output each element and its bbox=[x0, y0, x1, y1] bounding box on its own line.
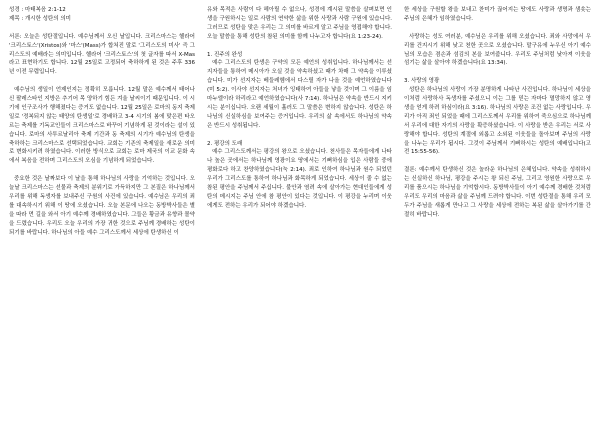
body-paragraph: 성탄은 하나님의 사랑이 가장 분명하게 나타난 사건입니다. 하나님이 세상을 이처럼 사랑하사 독생자를 주셨으니 이는 그를 믿는 자마다 멸망하지 않고 영생을 얻게 하려 하심이라(요 3:16). 하나님의 사랑은 조건 없는 사랑입니다. 우리가 아직 죄인 되었을 때에 그리스도께서 우리를 위하여 죽으심으로 하나님께서 우리에 대한 자기의 사랑을 확증하셨습니다. 이 사랑을 받은 우리는 서로 사랑해야 합니다. 성탄의 계절에 외롭고 소외된 이웃들을 돌아보며 주님의 사랑을 나누는 우리가 됩시다. 그것이 주님께서 기뻐하시는 성탄의 예배입니다(고전 15:55-56). bbox=[404, 87, 591, 156]
section-heading-1: 1. 진주의 완성 bbox=[207, 51, 243, 58]
body-paragraph: 사랑하는 성도 여러분, 예수님은 우리를 위해 오셨습니다. 죄와 사망에서 우리를 건지시기 위해 낮고 천한 곳으로 오셨습니다. 말구유에 누우신 아기 예수님의 모습은 겸손과 섬김의 본을 보여줍니다. 우리도 주님처럼 낮아져 이웃을 섬기는 삶을 살아야 하겠습니다(요 13:34). bbox=[404, 33, 591, 67]
column-left bbox=[9, 6, 195, 420]
section-heading-2: 2. 평강의 도래 bbox=[207, 140, 243, 147]
body-paragraph: 유와 목적은 사람이 다 헤아릴 수 없으나, 성경에 계시된 말씀을 살펴보면 인생을 구원하시는 일로 사람의 연약한 삶을 위한 사랑과 사람 구원에 있습니다. 그러므로 성탄을 맞은 우리는 그 의미를 바르게 알고 주님을 영접해야 합니다. 오늘 말씀을 통해 성탄의 참된 의미를 함께 나누고자 합니다(요 1:23-24). bbox=[207, 7, 392, 40]
body-paragraph: 중요한 것은 날짜보다 이 날을 통해 하나님의 사랑을 기억하는 것입니다. 오늘날 크리스마스는 선물과 축제의 분위기로 가득하지만 그 본질은 하나님께서 우리를 위해 독생자를 보내주신 구원의 사건에 있습니다. 예수님은 우리의 죄를 대속하시기 위해 이 땅에 오셨습니다. 오늘 본문에 나오는 동방박사들은 별을 따라 먼 길을 와서 아기 예수께 경배하였습니다. 그들은 황금과 유향과 몰약을 드렸습니다. 우리도 오늘 우리의 가장 귀한 것으로 주님께 경배하는 성탄이 되기를 바랍니다. 하나님의 아들 예수 그리스도께서 세상에 탄생하신 이 bbox=[9, 176, 195, 236]
section-heading-3: 3. 사랑의 영광 bbox=[404, 78, 440, 85]
column-right bbox=[404, 6, 591, 420]
intro-paragraph: 서론: 오늘은 성탄절입니다. 예수님께서 오신 날입니다. 크리스마스는 헬라어 '크리스토스'(Xristos)와 '마스'(Mass)가 합쳐진 말로 '그리스도의 미사' 즉 그리스도의 예배라는 의미입니다. 헬라어 '크리스토스'의 첫 글자를 따서 X-Mas라고 표현하기도 합니다. 12월 25일로 고정되어 축하하게 된 것은 주후 336년 이전 무렵입니다. bbox=[9, 33, 195, 76]
body-paragraph: 한 세상을 구원할 왕을 보내고 찬미가 끊어지는 땅에도 사랑과 생명과 샘솟는 주님의 은혜가 임하였습니다. bbox=[404, 7, 591, 22]
sermon-title: 제목 : 개시한 성탄의 의미 bbox=[9, 15, 71, 22]
body-paragraph: 예수 그리스도께서는 평강의 왕으로 오셨습니다. 천사들은 목자들에게 나타나 높은 곳에서는 하나님께 영광이요 땅에서는 기뻐하심을 입은 사람들 중에 평화로다 하고 찬양하였습니다(눅 2:14). 죄로 인하여 하나님과 원수 되었던 우리가 그리스도를 통하여 하나님과 화목하게 되었습니다. 세상이 줄 수 없는 참된 평안을 주님께서 주십니다. 불안과 염려 속에 살아가는 현대인들에게 성탄의 메시지는 주님 안에 참 평안이 있다는 것입니다. 이 평강을 누리며 이웃에게도 전하는 우리가 되어야 하겠습니다. bbox=[207, 149, 392, 209]
scripture-reference: 성경 : 마태복음 2:1-12 bbox=[9, 7, 66, 13]
spacer bbox=[9, 24, 195, 33]
conclusion-paragraph: 결론: 예수께서 탄생하신 것은 놀라운 하나님의 은혜입니다. 약속을 성취하시는 신실하신 하나님, 평강을 주시는 왕 되신 주님, 그리고 영원한 사랑으로 우리를 품으시는 하나님을 기억합시다. 동방박사들이 아기 예수께 경배한 것처럼 우리도 우리의 마음과 삶을 주님께 드려야 합니다. 이번 성탄절을 통해 우리 모두가 주님을 새롭게 만나고 그 사랑을 세상에 전하는 복된 삶을 살아가기를 간절히 바랍니다. bbox=[404, 167, 591, 218]
body-paragraph: 예수 그리스도의 탄생은 구약의 모든 예언의 성취입니다. 하나님께서는 선지자들을 통하여 메시아가 오실 것을 약속하셨고 때가 차매 그 약속을 이루셨습니다. 미가 선지자는 베들레헴에서 다스릴 자가 나올 것을 예언하였습니다(미 5:2). 이사야 선지자는 처녀가 잉태하여 아들을 낳을 것이며 그 이름을 임마누엘이라 하리라고 예언하였습니다(사 7:14). 하나님은 약속을 반드시 지키시는 분이십니다. 오랜 세월이 흘러도 그 말씀은 변하지 않습니다. 성탄은 하나님의 신실하심을 보여주는 증거입니다. 우리의 삶 속에서도 하나님의 약속은 반드시 성취됩니다. bbox=[207, 60, 392, 129]
column-middle bbox=[207, 6, 392, 420]
body-paragraph: 예수님의 생일이 언제인지는 정확히 모릅니다. 12월 말은 예수께서 태어나신 팔레스타인 지방은 추기어 목 양하기 힘든 겨울 날씨이기 때문입니다. 이 시기에 인구조사가 행해졌다는 증거도 없습니다. 12월 25일은 로마의 동지 축제일로 '정복되지 않는 태양의 탄생일'로 경배하고 3-4 시기의 봄에 맞은편 타오르는 축제를 기독교인들이 크리스마스로 바꾸어 기념하게 된 것이라는 설이 있습니다. 로마의 사투르날리아 축제 기간과 동 축제의 시기가 예수님의 탄생을 축하하는 크리스마스로 선택되었습니다. 교회는 기존의 축제일을 새로운 의미로 변화시키려 하였습니다. 이러한 방식으로 교회는 로마 제국의 이교 문화 속에서 복음을 전하며 그리스도의 오심을 기념하게 되었습니다. bbox=[9, 87, 195, 165]
